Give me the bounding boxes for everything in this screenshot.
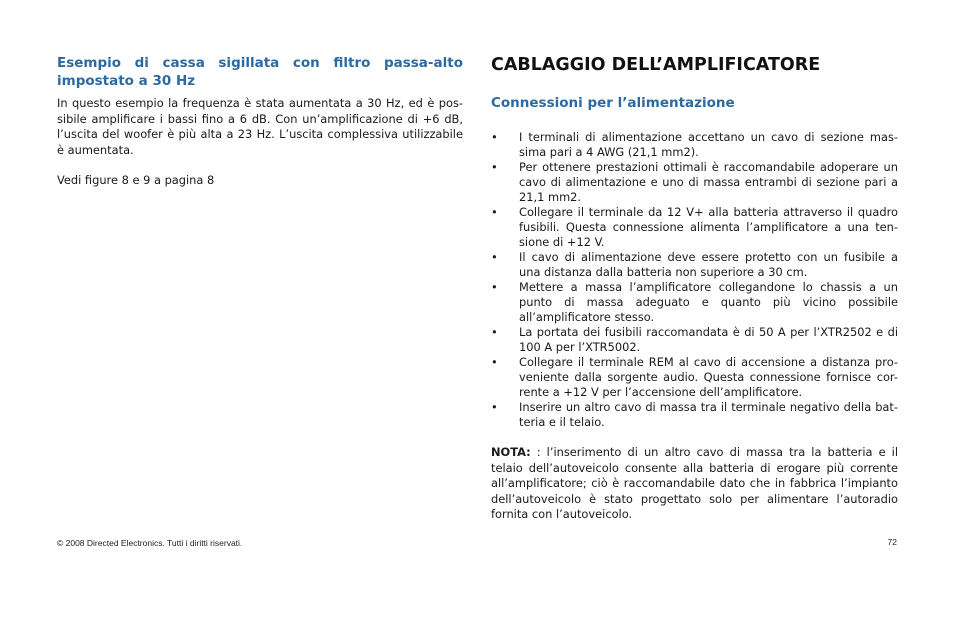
section-heading-sealed-box: Esempio di cassa sigillata con filtro passa-alto impostato a 30 Hz <box>57 55 463 89</box>
list-item <box>491 250 898 280</box>
list-item <box>491 355 898 400</box>
left-column <box>57 54 463 189</box>
copyright-footer: © 2008 Directed Electronics. Tutti i diritti riservati. <box>57 538 243 548</box>
right-column <box>491 54 898 534</box>
list-item-text: I terminali di alimentazione accettano un cavo di sezione mas-sima pari a 4 AWG (21,1 mm2). <box>519 130 898 159</box>
list-item <box>491 130 898 160</box>
list-item-text: La portata dei fusibili raccomandata è di 50 A per l’XTR2502 e di 100 A per l’XTR5002. <box>519 325 898 354</box>
figure-reference: Vedi figure 8 e 9 a pagina 8 <box>57 173 215 187</box>
list-item <box>491 325 898 355</box>
bullet-icon: • <box>491 400 498 414</box>
power-connections-heading: Connessioni per l’alimentazione <box>491 95 735 111</box>
bullet-icon: • <box>491 130 498 144</box>
list-item <box>491 160 898 205</box>
power-connections-list <box>491 130 898 430</box>
bullet-icon: • <box>491 280 498 294</box>
bullet-icon: • <box>491 325 498 339</box>
sealed-box-paragraph: In questo esempio la frequenza è stata aumentata a 30 Hz, ed è pos-sibile amplificare i bassi fino a 6 dB. Con un’amplificazione di +6 dB, l’uscita del woofer è più alta a 23 Hz. L’uscita complessiva utilizzabile è aumentata. <box>57 96 463 157</box>
list-item <box>491 400 898 430</box>
bullet-icon: • <box>491 250 498 264</box>
list-item-text: Per ottenere prestazioni ottimali è raccomandabile adoperare un cavo di alimentazione e uno di massa entrambi di sezione pari a 21,1 mm2. <box>519 160 898 204</box>
list-item <box>491 280 898 325</box>
list-item-text: Il cavo di alimentazione deve essere protetto con un fusibile a una distanza dalla batteria non superiore a 30 cm. <box>519 250 898 279</box>
note-text: : l’inserimento di un altro cavo di massa tra la batteria e il telaio dell’autoveicolo consente alla batteria di erogare più corrente all’amplificatore; ciò è raccomandabile dato che in fabbrica l’impianto dell’autoveicolo è stato progettato solo per alimentare l’autoradio fornita con l’autoveicolo. <box>491 445 898 521</box>
page-number: 72 <box>887 537 897 547</box>
note-label: NOTA: <box>491 445 531 459</box>
note-paragraph <box>491 445 898 523</box>
page-title: CABLAGGIO DELL’AMPLIFICATORE <box>491 55 821 75</box>
bullet-icon: • <box>491 355 498 369</box>
bullet-icon: • <box>491 160 498 174</box>
bullet-icon: • <box>491 205 498 219</box>
list-item-text: Inserire un altro cavo di massa tra il terminale negativo della bat-teria e il telaio. <box>519 400 898 429</box>
list-item-text: Collegare il terminale REM al cavo di accensione a distanza pro-veniente dalla sorgente audio. Questa connessione fornisce cor-rente a +12 V per l’accensione dell’amplificatore. <box>519 355 898 399</box>
list-item-text: Collegare il terminale da 12 V+ alla batteria attraverso il quadro fusibili. Questa connessione alimenta l’amplificatore a una ten-sione di +12 V. <box>519 205 898 249</box>
list-item-text: Mettere a massa l’amplificatore collegandone lo chassis a un punto di massa adeguato e quanto più vicino possibile all’amplificatore stesso. <box>519 280 898 324</box>
list-item <box>491 205 898 250</box>
